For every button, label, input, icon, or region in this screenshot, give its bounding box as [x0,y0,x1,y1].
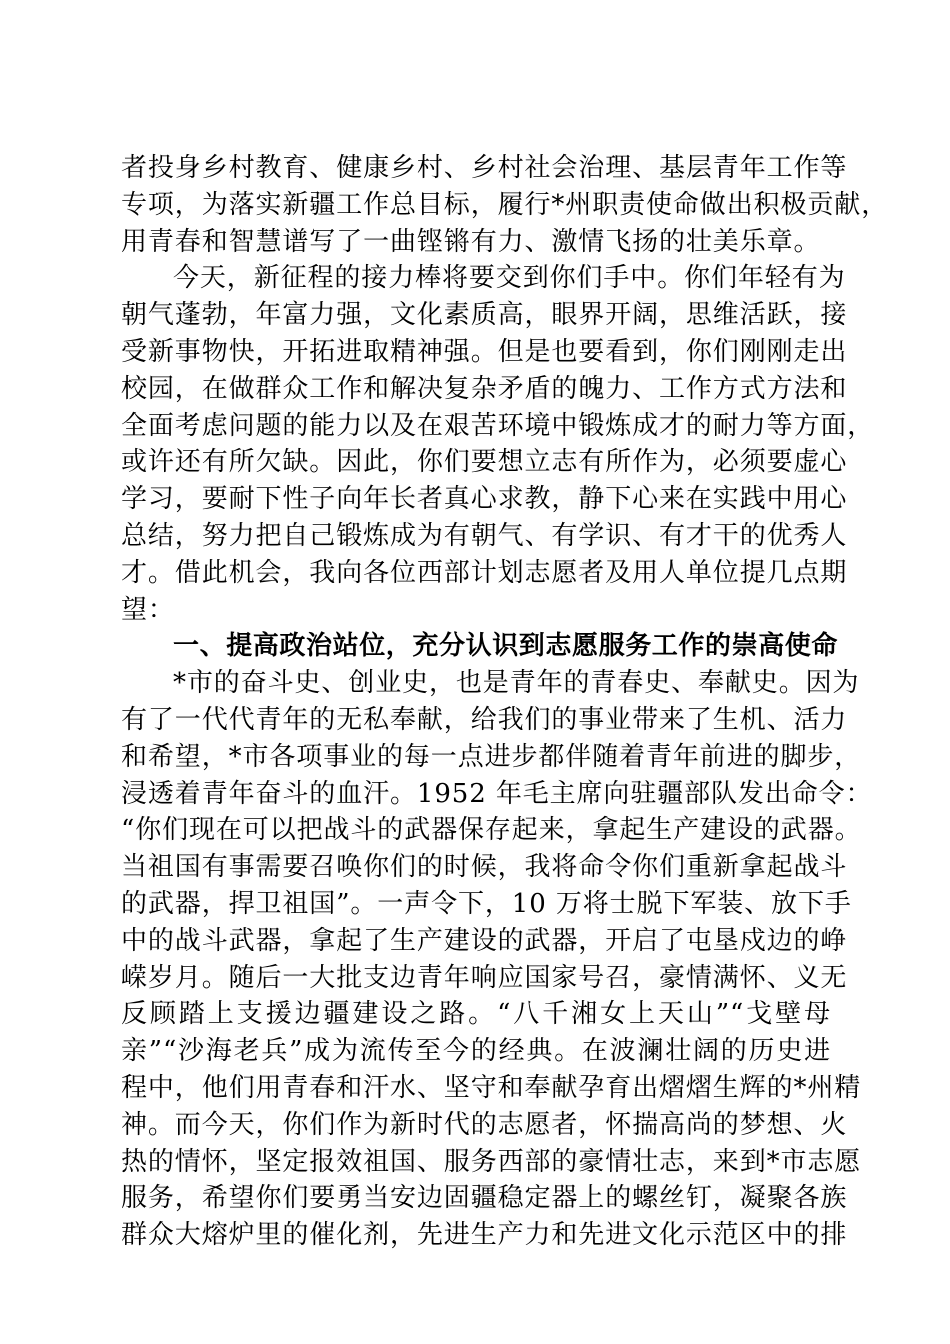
text-line: 当祖国有事需要召唤你们的时候，我将命令你们重新拿起战斗 [121,852,848,883]
text-line: 或许还有所欠缺。因此，你们要想立志有所作为，必须要虚心 [121,447,848,478]
text-line: 用青春和智慧谱写了一曲铿锵有力、激情飞扬的壮美乐章。 [121,226,821,257]
section-heading: 一、提高政治站位，充分认识到志愿服务工作的崇高使命 [173,631,839,662]
text-line: 者投身乡村教育、健康乡村、乡村社会治理、基层青年工作等 [121,153,848,183]
text-line: 热的情怀，坚定报效祖国、服务西部的豪情壮志，来到*市志愿 [121,1146,862,1177]
text-line: 反顾踏上支援边疆建设之路。“八千湘女上天山”“戈壁母 [121,999,831,1030]
text-line: 学习，要耐下性子向年长者真心求教，静下心来在实践中用心 [121,484,848,515]
text-line: 才。借此机会，我向各位西部计划志愿者及用人单位提几点期 [121,557,848,588]
text-line: 中的战斗武器，拿起了生产建设的武器，开启了屯垦戍边的峥 [121,925,848,956]
text-line: 朝气蓬勃，年富力强，文化素质高，眼界开阔，思维活跃，接 [121,300,848,331]
text-line: 亲”“沙海老兵”成为流传至今的经典。在波澜壮阔的历史进 [121,1036,831,1067]
document-body [121,150,889,1254]
text-line: 嵘岁月。随后一大批支边青年响应国家号召，豪情满怀、义无 [121,962,848,993]
text-line: 程中，他们用青春和汗水、坚守和奉献孕育出熠熠生辉的*州精 [121,1072,862,1103]
text-line: 的武器，捍卫祖国”。一声令下，10 万将士脱下军装、放下手 [121,888,852,919]
text-line: 有了一代代青年的无私奉献，给我们的事业带来了生机、活力 [121,704,848,735]
paragraph-first-line: 今天，新征程的接力棒将要交到你们手中。你们年轻有为 [173,263,846,294]
text-line: 专项，为落实新疆工作总目标，履行*州职责使命做出积极贡献， [121,189,889,220]
text-line: 群众大熔炉里的催化剂，先进生产力和先进文化示范区中的排 [121,1220,848,1251]
text-line: 受新事物快，开拓进取精神强。但是也要看到，你们刚刚走出 [121,336,848,367]
text-line: “你们现在可以把战斗的武器保存起来，拿起生产建设的武器。 [121,815,862,846]
text-line: 总结，努力把自己锻炼成为有朝气、有学识、有才干的优秀人 [121,520,848,551]
text-line: 全面考虑问题的能力以及在艰苦环境中锻炼成才的耐力等方面， [121,410,875,441]
text-line: 和希望，*市各项事业的每一点进步都伴随着青年前进的脚步， [121,741,862,772]
text-line: 望： [121,594,175,625]
text-line: 服务，希望你们要勇当安边固疆稳定器上的螺丝钉，凝聚各族 [121,1183,848,1214]
text-line: 浸透着青年奋斗的血汗。1952 年毛主席向驻疆部队发出命令： [121,778,873,809]
text-line: 神。而今天，你们作为新时代的志愿者，怀揣高尚的梦想、火 [121,1109,848,1140]
text-line: 校园，在做群众工作和解决复杂矛盾的魄力、工作方式方法和 [121,373,848,404]
paragraph-first-line: *市的奋斗史、创业史，也是青年的青春史、奉献史。因为 [173,668,860,699]
